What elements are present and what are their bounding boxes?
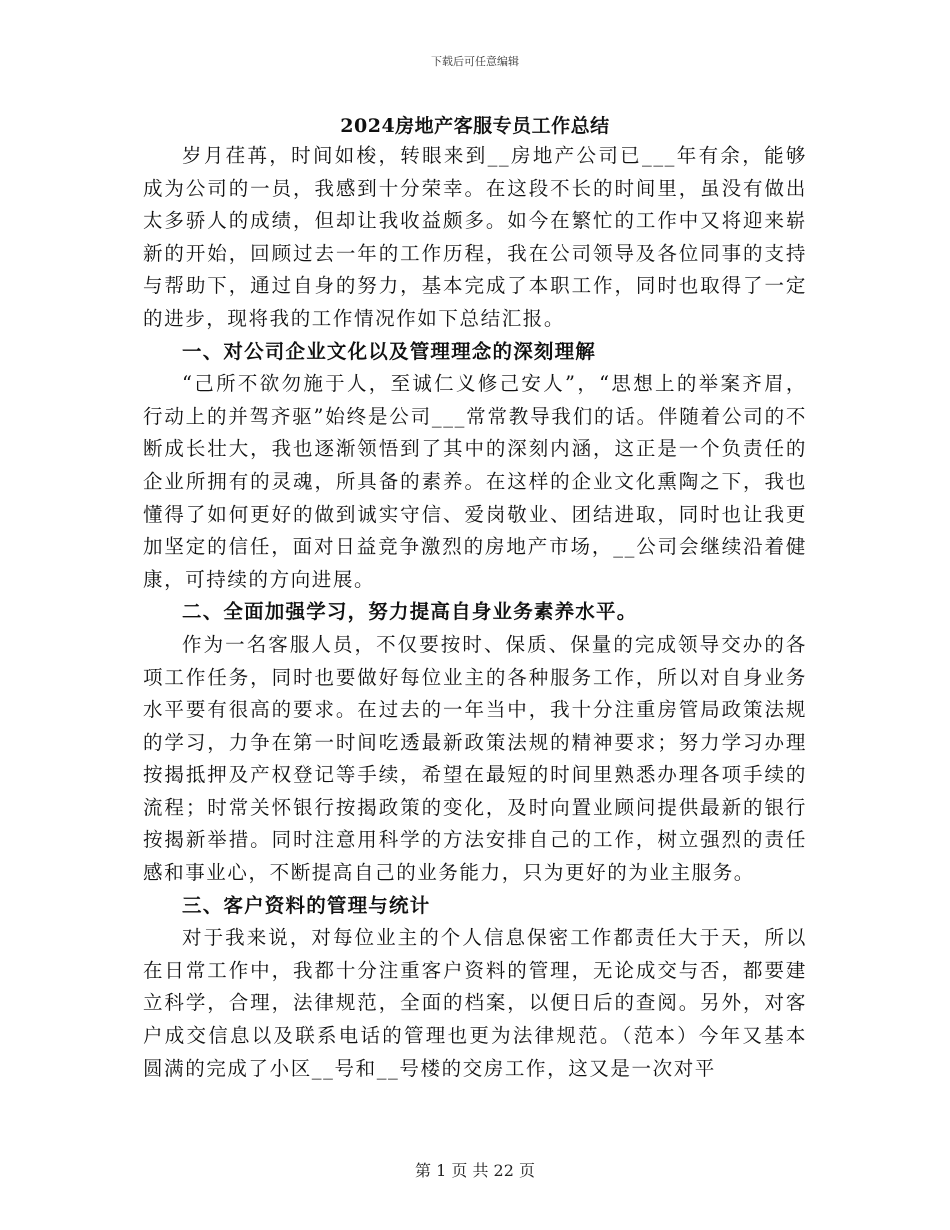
intro-paragraph: 岁月荏苒，时间如梭，转眼来到__房地产公司已___年有余，能够成为公司的一员，我感到十分荣幸。在这段不长的时间里，虽没有做出太多骄人的成绩，但却让我收益颇多。如今在繁忙的工作中又将迎来崭新的开始，回顾过去一年的工作历程，我在公司领导及各位同事的支持与帮助下，通过自身的努力，基本完成了本职工作，同时也取得了一定的进步，现将我的工作情况作如下总结汇报。 [143, 144, 807, 330]
section-3-heading: 三、客户资料的管理与统计 [182, 893, 431, 917]
section-3-body: 对于我来说，对每位业主的个人信息保密工作都责任大于天，所以在日常工作中，我都十分注重客户资料的管理，无论成交与否，都要建立科学，合理，法律规范，全面的档案，以便日后的查阅。另外，对客户成交信息以及联系电话的管理也更为法律规范。（范本）今年又基本圆满的完成了小区__号和__号楼的交房工作，这又是一次对平 [143, 926, 807, 1080]
section-2-body: 作为一名客服人员，不仅要按时、保质、保量的完成领导交办的各项工作任务，同时也要做好每位业主的各种服务工作，所以对自身业务水平要有很高的要求。在过去的一年当中，我十分注重房管局政策法规的学习，力争在第一时间吃透最新政策法规的精神要求；努力学习办理按揭抵押及产权登记等手续，希望在最短的时间里熟悉办理各项手续的流程；时常关怀银行按揭政策的变化，及时向置业顾问提供最新的银行按揭新举措。同时注意用科学的方法安排自己的工作，树立强烈的责任感和事业心，不断提高自己的业务能力，只为更好的为业主服务。 [143, 632, 807, 885]
document-body [143, 140, 807, 1085]
section-2-heading: 二、全面加强学习，努力提高自身业务素养水平。 [182, 600, 638, 624]
page-number-footer: 第 1 页 共 22 页 [415, 1161, 535, 1180]
section-1-body: “己所不欲勿施于人，至诚仁义修己安人”，“思想上的举案齐眉，行动上的并驾齐驱”始终是公司___常常教导我们的话。伴随着公司的不断成长壮大，我也逐渐领悟到了其中的深刻内涵，这正是一个负责任的企业所拥有的灵魂，所具备的素养。在这样的企业文化熏陶之下，我也懂得了如何更好的做到诚实守信、爱岗敬业、团结进取，同时也让我更加坚定的信任，面对日益竞争激烈的房地产市场，__公司会继续沿着健康，可持续的方向进展。 [143, 372, 807, 591]
document-title: 2024房地产客服专员工作总结 [340, 115, 610, 137]
header-note: 下载后可任意编辑 [431, 55, 519, 68]
section-1-heading: 一、对公司企业文化以及管理理念的深刻理解 [182, 339, 597, 363]
